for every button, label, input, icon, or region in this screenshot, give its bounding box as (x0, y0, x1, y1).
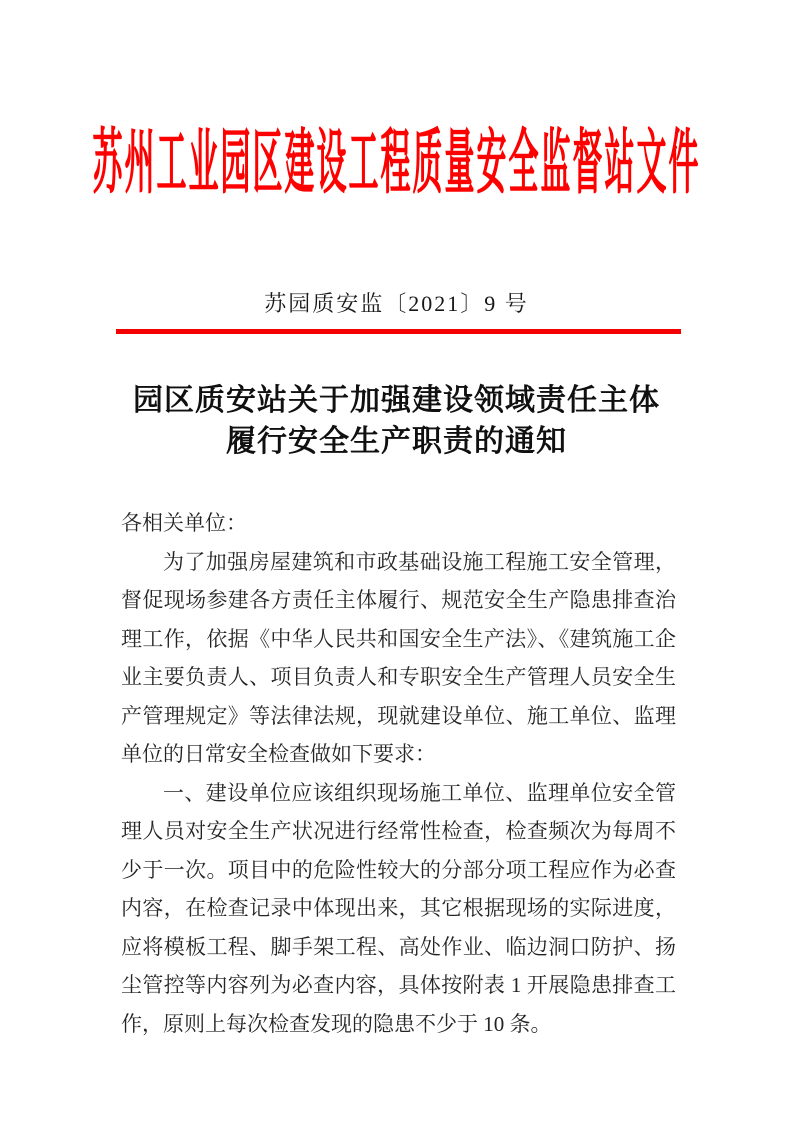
body-paragraph-1: 为了加强房屋建筑和市政基础设施工程施工安全管理，督促现场参建各方责任主体履行、规范安全生产隐患排查治理工作，依据《中华人民共和国安全生产法》、《建筑施工企业主要负责人、项目负责人和专职安全生产管理人员安全生产管理规定》等法律法规，现就建设单位、施工单位、监理单位的日常安全检查做如下要求： (121, 549, 676, 766)
red-divider-line (116, 329, 681, 334)
salutation: 各相关单位： (121, 511, 247, 535)
document-title-line2: 履行安全生产职责的通知 (226, 425, 567, 458)
document-body (121, 504, 676, 1043)
body-paragraph-2: 一、建设单位应该组织现场施工单位、监理单位安全管理人员对安全生产状况进行经常性检查，检查频次为每周不少于一次。项目中的危险性较大的分部分项工程应作为必查内容，在检查记录中体现出来，其它根据现场的实际进度，应将模板工程、脚手架工程、高处作业、临边洞口防护、扬尘管控等内容列为必查内容，具体按附表 1 开展隐患排查工作，原则上每次检查发现的隐患不少于 10 条。 (121, 780, 676, 1036)
agency-header-title: 苏州工业园区建设工程质量安全监督站文件 (92, 125, 701, 204)
document-title (0, 380, 793, 462)
document-title-line1: 园区质安站关于加强建设领域责任主体 (133, 384, 660, 417)
document-number: 苏园质安监〔2021〕9 号 (264, 291, 529, 316)
